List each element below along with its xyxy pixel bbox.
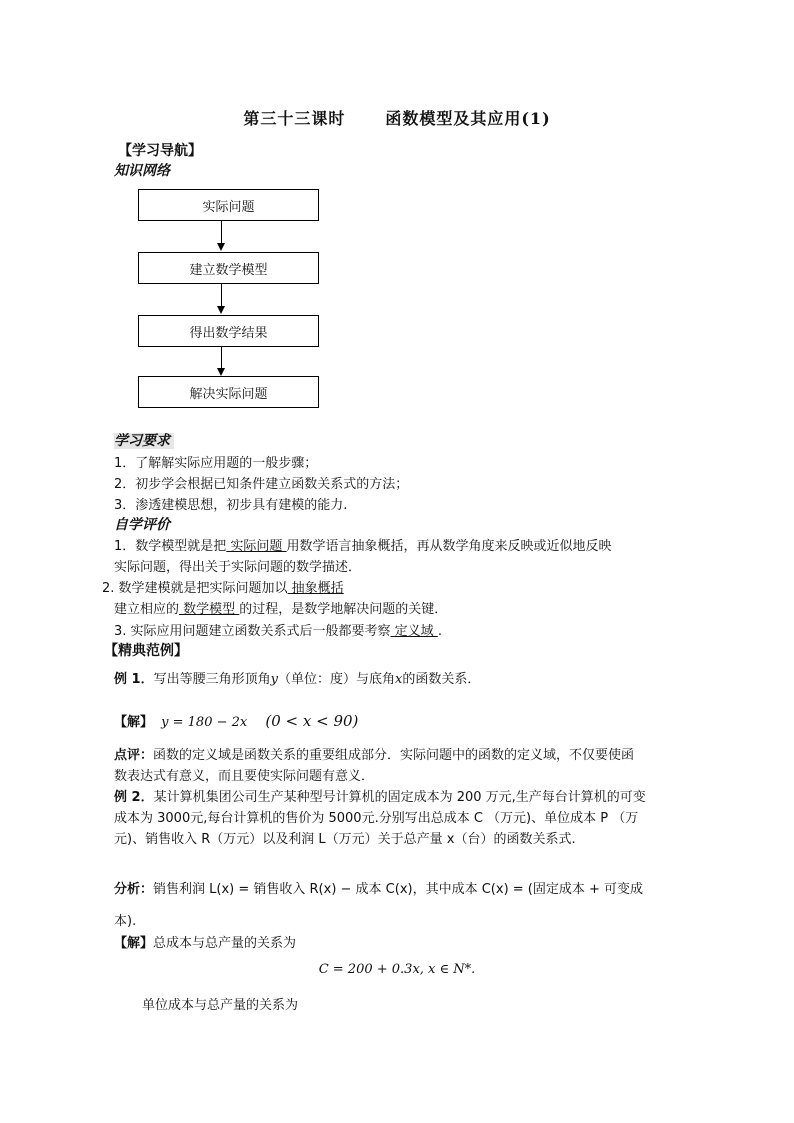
answer-blank-3: 数学模型 — [179, 602, 240, 617]
flow-arrowhead-2 — [217, 306, 225, 314]
self-eval-q3: 3. 实际应用问题建立函数关系式后一般都要考察 定义域 . — [114, 624, 442, 639]
example-1-solution: 【解】 y = 180 − 2x (0 < x < 90) — [114, 712, 359, 730]
section-self-eval: 自学评价 — [114, 517, 170, 533]
flow-arrow-2 — [221, 284, 222, 306]
self-eval-q2: 2. 数学建模就是把实际问题加以 抽象概括 — [102, 581, 344, 596]
flow-box-3: 得出数学结果 — [138, 315, 319, 347]
flow-arrowhead-3 — [217, 368, 225, 376]
solution-formula: y = 180 − 2x — [161, 715, 248, 730]
section-examples: 【精典范例】 — [104, 643, 188, 659]
analysis-cont: 本). — [114, 914, 137, 929]
requirement-1: 1．了解解实际应用题的一般步骤； — [114, 456, 318, 471]
example-2-line3: 元)、销售收入 R（万元）以及利润 L（万元）关于总产量 x（台）的函数关系式. — [114, 832, 576, 847]
requirement-2: 2．初步学会根据已知条件建立函数关系式的方法； — [114, 477, 409, 492]
requirement-3: 3．渗透建模思想，初步具有建模的能力. — [114, 498, 348, 513]
section-requirements: 学习要求 — [114, 430, 174, 450]
flow-box-1: 实际问题 — [138, 189, 319, 221]
analysis: 分析：销售利润 L(x) = 销售收入 R(x) − 成本 C(x)，其中成本 C(x) = (固定成本 + 可变成 — [114, 882, 644, 897]
flow-box-4: 解决实际问题 — [138, 376, 319, 408]
lesson-topic: 函数模型及其应用(1) — [385, 109, 551, 128]
answer-blank-2: 抽象概括 — [287, 581, 344, 596]
solution-domain: (0 < x < 90) — [265, 712, 359, 730]
section-knowledge: 知识网络 — [114, 163, 170, 179]
self-eval-q1: 1．数学模型就是把 实际问题 用数学语言抽象概括，再从数学角度来反映或近似地反映 — [114, 539, 612, 554]
example-2-solution: 【解】总成本与总产量的关系为 — [114, 936, 297, 951]
section-guide: 【学习导航】 — [118, 143, 202, 159]
flow-box-2: 建立数学模型 — [138, 252, 319, 284]
self-eval-q2-cont: 建立相应的 数学模型 的过程，是数学地解决问题的关键． — [114, 602, 448, 617]
comment: 点评：函数的定义域是函数关系的重要组成部分．实际问题中的函数的定义域，不仅要使函 — [114, 748, 635, 763]
page-title — [0, 106, 794, 129]
flow-arrowhead-1 — [217, 243, 225, 251]
flow-arrow-1 — [221, 221, 222, 243]
comment-cont: 数表达式有意义，而且要使实际问题有意义． — [114, 769, 375, 784]
self-eval-q1-cont: 实际问题，得出关于实际问题的数学描述． — [114, 560, 362, 575]
total-cost-formula: C = 200 + 0.3x, x ∈ N*. — [318, 962, 476, 977]
example-2-line2: 成本为 3000元,每台计算机的售价为 5000元.分别写出总成本 C （万元)、单位成本 P （万 — [114, 811, 639, 826]
flow-arrow-3 — [221, 347, 222, 368]
lesson-number: 第三十三课时 — [243, 109, 346, 128]
answer-blank-4: 定义域 — [390, 624, 438, 639]
unit-cost-text: 单位成本与总产量的关系为 — [142, 998, 299, 1013]
example-1: 例 1．写出等腰三角形顶角y（单位：度）与底角x的函数关系． — [114, 672, 481, 687]
answer-blank-1: 实际问题 — [226, 539, 287, 554]
example-2: 例 2．某计算机集团公司生产某种型号计算机的固定成本为 200 万元,生产每台计算机的可变 — [114, 790, 646, 805]
